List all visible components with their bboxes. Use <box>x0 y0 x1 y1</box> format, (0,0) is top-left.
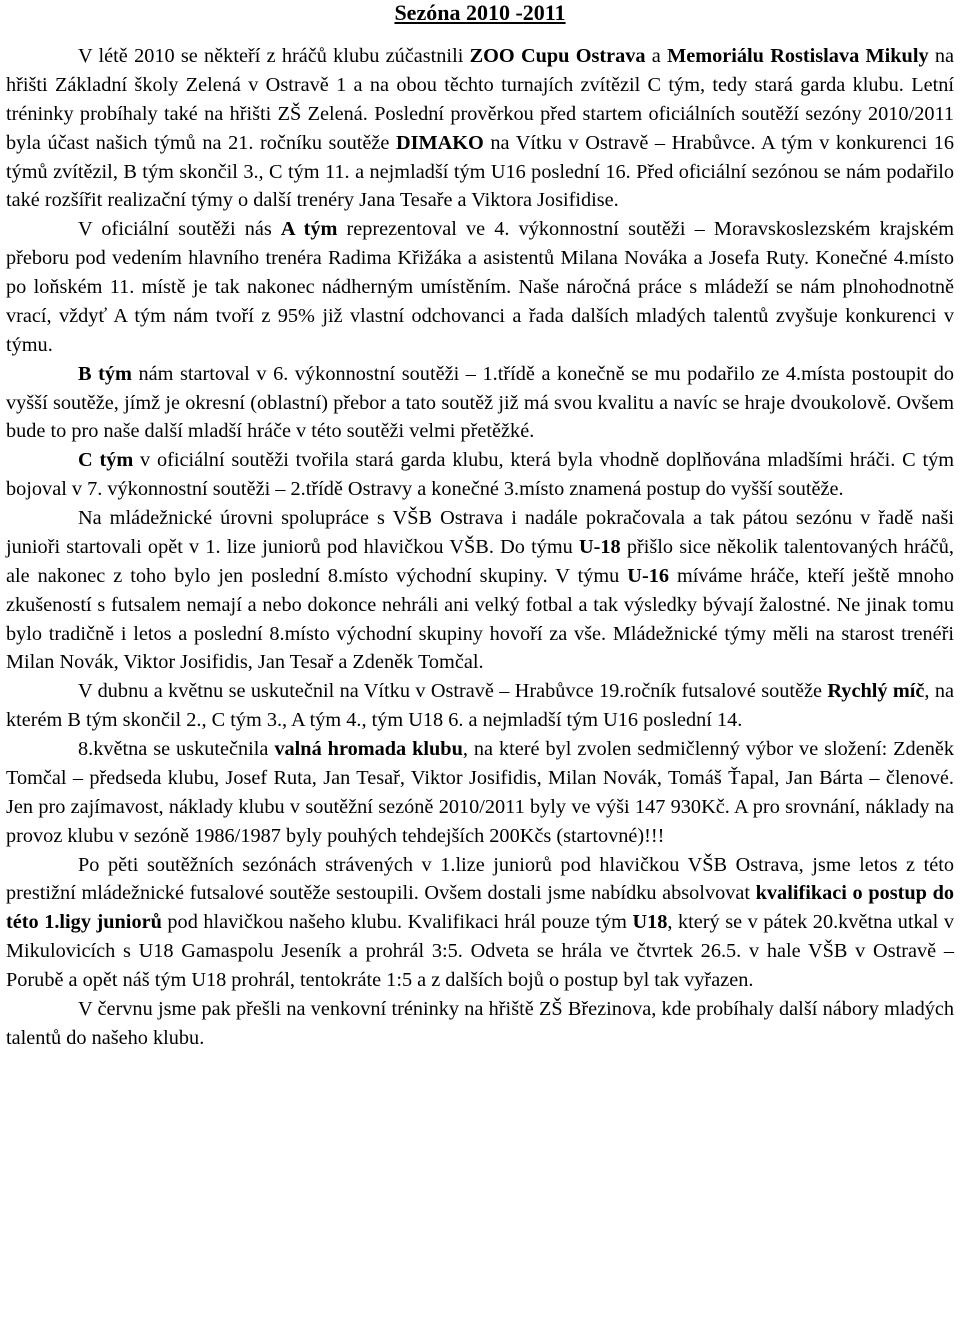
bold-text: C tým <box>78 449 134 472</box>
bold-text: U-16 <box>627 564 669 587</box>
text: v oficiální soutěži tvořila stará garda klubu, která byla vhodně doplňována mladšími hráči. C tým bojoval v 7. výkonnostní soutěži – 2.třídě Ostravy a konečné 3.místo znamená postup do vyšší soutěže. <box>6 449 954 501</box>
text: nám startoval v 6. výkonnostní soutěži – 1.třídě a konečně se mu podařilo ze 4.místa postoupit do vyšší soutěže, jímž je okresní (oblastní) přebor a tato soutěž již má svou kvalitu a navíc se hraje dvoukolově. Ovšem bude to pro naše další mladší hráče v této soutěži velmi přetěžké. <box>6 362 954 443</box>
bold-text: kvalifikaci o postup do této 1.ligy juniorů <box>6 882 954 934</box>
text: na hřišti Základní školy Zelená v Ostravě 1 a na obou těchto turnajích zvítězil C tým, tedy stará garda klubu. Letní tréninky probíhaly také na hřišti ZŠ Zelená. Poslední prověrkou před startem oficiálních soutěží sezóny 2010/2011 byla účast našich týmů na 21. ročníku soutěže <box>6 45 954 154</box>
text: a <box>645 45 668 67</box>
bold-text: valná hromada klubu <box>274 738 463 760</box>
text: V červnu jsme pak přešli na venkovní tréninky na hřiště ZŠ Březinova, kde probíhaly další nábory mladých talentů do našeho klubu. <box>6 997 954 1049</box>
text: reprezentoval ve 4. výkonnostní soutěži – Moravskoslezském krajském přeboru pod vedením hlavního trenéra Radima Křižáka a asistentů Milana Nováka a Josefa Ruty. Konečné 4.místo po loňském 11. místě je tak nakonec nádherným umístěním. Naše náročná práce s mládeží se nám plnohodnotně vrací, vždyť A tým nám tvoří z 95% již vlastní odchovanci a řada dalších mladých talentů zvyšuje konkurenci v týmu. <box>6 218 954 356</box>
text: V dubnu a květnu se uskutečnil na Vítku v Ostravě – Hrabůvce 19.ročník futsalové soutěže <box>78 680 828 703</box>
page-title-text: Sezóna 2010 -2011 <box>394 0 566 25</box>
paragraph-c-team <box>6 446 954 504</box>
paragraph-qualification <box>6 851 954 995</box>
text: míváme hráče, kteří ještě mnoho zkušeností s futsalem nemají a nebo dokonce nehráli ani velký fotbal a tak výsledky bývají žalostné. Ne jinak tomu bylo tradičně i letos a poslední 8.místo východní skupiny hovoří za vše. Mládežnické týmy měli na starost trenéři Milan Novák, Viktor Josifidis, Jan Tesař a Zdeněk Tomčal. <box>6 564 954 674</box>
paragraph-b-team <box>6 360 954 447</box>
text: , na kterém B tým skončil 2., C tým 3., A tým 4., tým U18 6. a nejmladší tým U16 poslední 14. <box>6 680 954 732</box>
paragraph-june <box>6 995 954 1053</box>
bold-text: Memoriálu Rostislava Mikuly <box>667 45 929 67</box>
bold-text: ZOO Cupu Ostrava <box>469 45 646 67</box>
paragraph-general-meeting <box>6 735 954 851</box>
text: přišlo sice několik talentovaných hráčů, ale nakonec z toho bylo jen poslední 8.místo východní skupiny. V týmu <box>6 535 954 587</box>
paragraph-a-team <box>6 215 954 359</box>
text: Na mládežnické úrovni spolupráce s VŠB Ostrava i nadále pokračovala a tak pátou sezónu v řadě naši junioři startovali opět v 1. lize juniorů pod hlavičkou VŠB. Do týmu <box>6 507 954 558</box>
bold-text: Rychlý míč <box>827 680 925 703</box>
document-page <box>6 0 954 1053</box>
page-title <box>6 0 954 26</box>
paragraph-youth <box>6 504 954 677</box>
text: Po pěti soutěžních sezónách strávených v 1.lize juniorů pod hlavičkou VŠB Ostrava, jsme letos z této prestižní mládežnické futsalové soutěže sestoupili. Ovšem dostali jsme nabídku absolvovat <box>6 853 954 905</box>
bold-text: A tým <box>280 218 338 241</box>
text: V oficiální soutěži nás <box>78 218 281 241</box>
paragraph-rychly-mic <box>6 677 954 735</box>
text: V létě 2010 se někteří z hráčů klubu zúčastnili <box>78 45 470 67</box>
text: , který se v pátek 20.května utkal v Mikulovicích s U18 Gamaspolu Jeseník a prohrál 3:5. Odveta se hrála ve čtvrtek 26.5. v hale VŠB v Ostravě – Porubě a opět náš tým U18 prohrál, tentokráte 1:5 a z dalších bojů o postup byl tak vyřazen. <box>6 911 954 991</box>
text: na Vítku v Ostravě – Hrabůvce. A tým v konkurenci 16 týmů zvítězil, B tým skončil 3., C tým 11. a nejmladší tým U16 poslední 16. Před oficiální sezónou se nám podařilo také rozšířit realizační týmy o další trenéry Jana Tesaře a Viktora Josifidise. <box>6 131 954 212</box>
bold-text: U18 <box>632 911 668 934</box>
bold-text: B tým <box>78 362 132 385</box>
text: 8.května se uskutečnila <box>78 738 275 760</box>
paragraph-summer-2010 <box>6 42 954 215</box>
text: , na které byl zvolen sedmičlenný výbor ve složení: Zdeněk Tomčal – předseda klubu, Josef Ruta, Jan Tesař, Viktor Josifidis, Milan Novák, Tomáš Ťapal, Jan Bárta – členové. Jen pro zajímavost, náklady klubu v soutěžní sezóně 2010/2011 byly ve výši 147 930Kč. A pro srovnání, náklady na provoz klubu v sezóně 1986/1987 byly pouhých tehdejších 200Kčs (startovné)!!! <box>6 738 954 847</box>
bold-text: U-18 <box>578 535 621 558</box>
bold-text: DIMAKO <box>395 131 484 154</box>
text: pod hlavičkou našeho klubu. Kvalifikaci hrál pouze tým <box>161 911 633 934</box>
